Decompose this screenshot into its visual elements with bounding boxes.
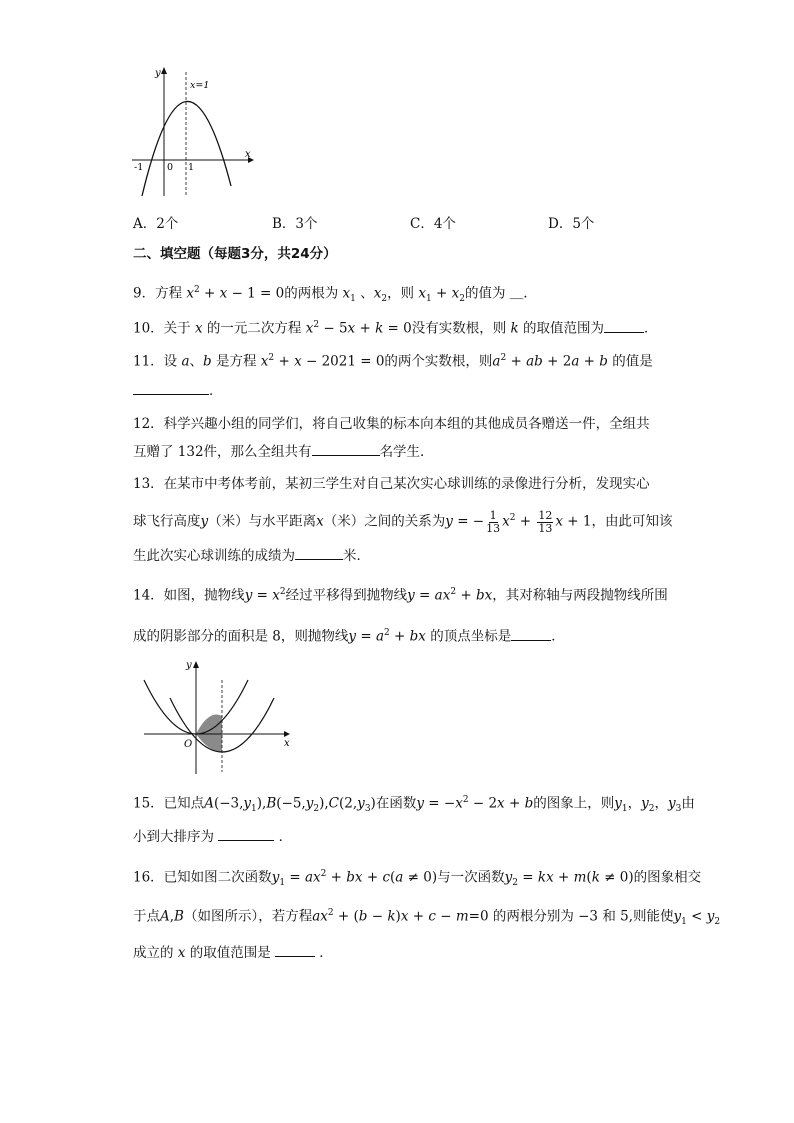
question-12-line-1: 12．科学兴趣小组的同学们，将自己收集的标本向本组的其他成员各赠送一件，全组共 — [133, 416, 650, 432]
question-12-line-2 — [133, 441, 434, 462]
q16-answer-blank[interactable] — [275, 942, 315, 957]
x-axis-label: x — [284, 738, 290, 749]
q14-text-2: 经过平移得到抛物线 — [285, 587, 408, 604]
fraction-1-13 — [486, 510, 500, 535]
q16-text-6: =0 的两根分别为 −3 和 5,则能使 — [468, 908, 674, 925]
q9-text-1: 9．方程 — [133, 285, 187, 302]
question-14-line-1: 14．如图，抛物线$y = x^2$经过平移得到抛物线$y = ax^2$ + bx，其对称轴与两段抛物线所围 — [133, 587, 668, 604]
q15-text-6: ． — [274, 829, 293, 845]
q12-text-1: 互赠了 132件，那么全组共有 — [133, 444, 312, 460]
q16-text-5: （如图所示），若方程 — [183, 908, 313, 925]
question-10: 10．关于 x 的一元二次方程 $x^2 - 5x + k = 0$没有实数根，则 k 的取值范围为 ． — [133, 315, 658, 339]
section-heading: 二、填空题（每题3分，共24分） — [133, 246, 337, 262]
y-axis-label: y — [186, 660, 192, 671]
q14-answer-blank[interactable] — [511, 626, 551, 641]
q12-answer-blank[interactable] — [312, 441, 380, 456]
q10-text-4: 的取值范围为 — [518, 320, 605, 337]
choice-a[interactable]: A．2个 — [133, 216, 179, 232]
q11-text-5: 的值是 — [612, 353, 653, 370]
q13-text-3: （米）之间的关系为 — [323, 513, 446, 530]
origin-label: O — [184, 739, 193, 750]
q15-text-2: 在函数 — [375, 795, 417, 812]
q14-text-4: 成的阴影部分的面积是 8，则抛物线 — [133, 628, 349, 645]
x-axis-arrow — [284, 731, 290, 737]
q11-text-3: 是方程 — [211, 353, 261, 370]
q14-text-3: ，其对称轴与两段抛物线所围 — [492, 587, 668, 604]
q9-text-3: ，则 — [387, 285, 419, 302]
q16-text-9: ． — [315, 945, 333, 961]
q13-text-2: （米）与水平距离 — [208, 513, 317, 530]
question-13-line-2: 球飞行高度y（米）与水平距离x（米）之间的关系为y = − $\frac{1}{13}$ $x^2$ + $\frac{12}{13}$ x + 1，由此可知该 — [133, 508, 673, 535]
q12-text-2: 名学生． — [379, 444, 434, 460]
parabola-curve — [142, 101, 231, 196]
y-axis-arrow — [193, 661, 199, 668]
fraction-1-denominator: 13 — [486, 521, 501, 535]
q9-text-2: 的两根为 — [284, 285, 343, 302]
q13-text-1: 球飞行高度 — [133, 513, 201, 530]
symmetry-axis-label: x=1 — [190, 80, 210, 91]
q16-text-8: 的取值范围是 — [185, 945, 276, 961]
q13-text-6: 米． — [343, 548, 370, 564]
tick-1-label: 1 — [188, 162, 195, 173]
question-13-line-3 — [133, 545, 370, 566]
q14-text-6: ． — [551, 628, 565, 645]
fraction-2-denominator: 13 — [538, 521, 553, 535]
q15-text-1: 15．已知点 — [133, 795, 205, 812]
q11-text-2: 、 — [189, 353, 204, 370]
question-9: 9．方程 $x^2 + x - 1 = 0$的两根为 $x_1$ 、$x_2$，则 $x_1 + x_2$的值为 ＿. — [133, 285, 528, 305]
q14-text-1: 14．如图，抛物线 — [133, 587, 245, 604]
q15-answer-blank[interactable] — [218, 826, 274, 841]
question-11: 11．设 a、b 是方程 $x^2 + x - 2021 = 0$的两个实数根，则$a^2$ + ab + 2a + b 的值是 — [133, 353, 653, 370]
two-parabolas-figure — [140, 652, 300, 776]
fraction-12-13 — [537, 510, 553, 535]
question-15-line-1: 15．已知点$A(-3,y_1),B(-5,y_2),C(2,y_3)$在函数$y = -x^2 - 2x + b$的图象上，则$y_1$，$y_2$，$y_3$由 — [133, 795, 695, 815]
y-axis-arrow — [161, 67, 167, 74]
q9-text-4: 的值为 ＿. — [464, 285, 528, 302]
parabola-figure — [128, 62, 258, 200]
question-14-line-2: 成的阴影部分的面积是 8，则抛物线$y = a^2$ + bx 的顶点坐标是 ． — [133, 623, 565, 647]
q14-text-5: 的顶点坐标是 — [430, 628, 512, 645]
tick-origin-label: 0 — [167, 162, 174, 173]
question-16-line-2: 于点A,B（如图所示），若方程$ax^2 + (b - k)x + c - m=0$ 的两根分别为 −3 和 5,则能使$y_1 < y_2$ — [133, 908, 721, 928]
q11-answer-blank[interactable] — [133, 380, 209, 395]
q11-text-6: ． — [209, 383, 223, 399]
q16-text-7: 成立的 — [133, 945, 174, 961]
q11-text-1: 11．设 — [133, 353, 182, 370]
q10-answer-blank[interactable] — [604, 318, 644, 333]
tick-neg1-label: -1 — [134, 162, 144, 173]
x-axis-label: x — [245, 149, 251, 160]
q13-answer-blank[interactable] — [295, 545, 343, 560]
question-13-line-1: 13．在某市中考体考前，某初三学生对自己某次实心球训练的录像进行分析，发现实心 — [133, 476, 650, 492]
q11-text-4: 的两个实数根，则 — [384, 353, 493, 370]
q16-text-2: 与一次函数 — [437, 869, 505, 886]
q16-text-1: 16．已知如图二次函数 — [133, 869, 272, 886]
fraction-1-numerator: 1 — [489, 508, 497, 522]
q13-text-4: ，由此可知该 — [591, 513, 673, 530]
q10-text-2: 的一元二次方程 — [202, 320, 306, 337]
q16-text-4: 于点 — [133, 908, 160, 925]
q10-text-3: 没有实数根，则 — [411, 320, 511, 337]
q10-text-1: 10．关于 — [133, 320, 195, 337]
q15-text-5: 小到大排序为 — [133, 829, 219, 845]
y-axis-label: y — [155, 68, 161, 79]
q13-text-5: 生此次实心球训练的成绩为 — [133, 548, 295, 564]
question-15-line-2 — [133, 826, 292, 847]
choice-b[interactable]: B．3个 — [272, 216, 318, 232]
choice-c[interactable]: C．4个 — [410, 216, 456, 232]
q16-text-3: 的图象相交 — [633, 869, 702, 886]
fraction-2-numerator: 12 — [538, 508, 553, 522]
q15-text-4: 由 — [681, 795, 695, 812]
q10-text-5: ． — [644, 320, 658, 337]
choice-d[interactable]: D．5个 — [548, 216, 595, 232]
question-16-line-1: 16．已知如图二次函数$y_1 = ax^2$ + bx + c(a ≠ 0)与一次函数$y_2$ = kx + m(k ≠ 0)的图象相交 — [133, 869, 702, 889]
q15-text-3: 的图象上，则 — [533, 795, 615, 812]
question-16-line-3: 成立的 x 的取值范围是 ． — [133, 942, 333, 963]
question-11-answer — [133, 380, 223, 401]
